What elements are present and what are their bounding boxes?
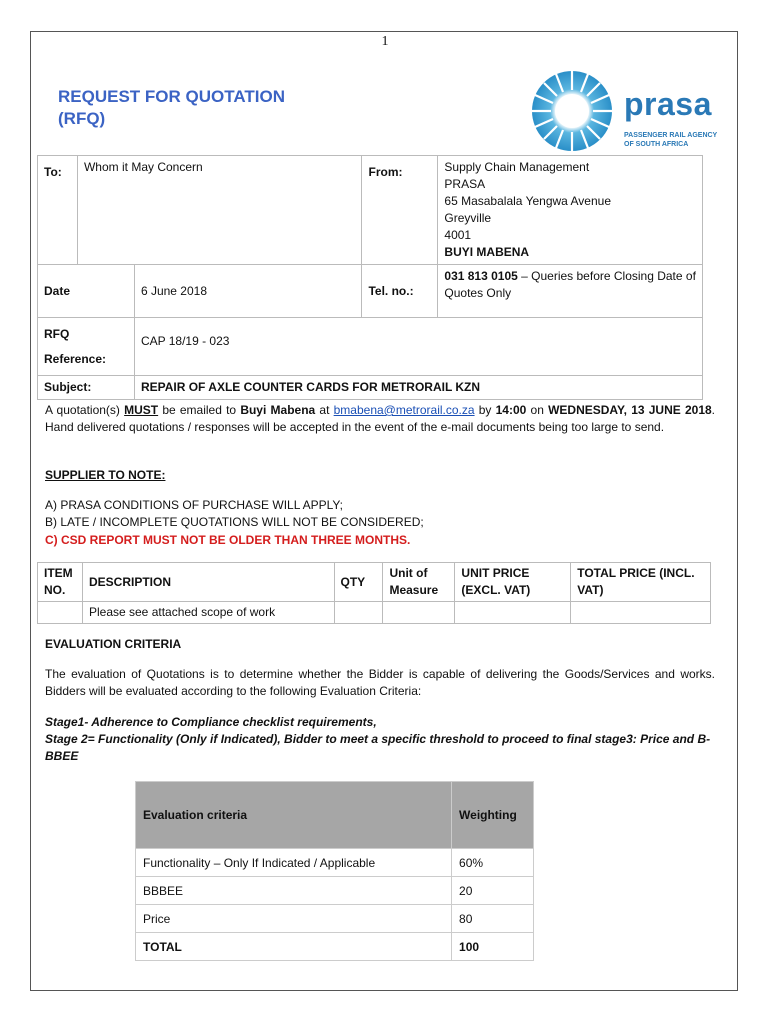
eval-row [136, 877, 534, 905]
date-tel-row [38, 265, 703, 318]
header-qty: QTY [334, 563, 383, 602]
email-link[interactable]: bmabena@metrorail.co.za [333, 403, 475, 417]
cell-unit-price [455, 602, 571, 624]
header-description: DESCRIPTION [82, 563, 334, 602]
instr-text: . Hand delivered quotations / responses will be accepted in the event of the e-mail documents being too large to send. [45, 403, 716, 434]
instr-text: be emailed to [158, 403, 241, 417]
tel-label: Tel. no.: [362, 265, 438, 318]
header-unit-measure: Unit of Measure [383, 563, 455, 602]
evaluation-paragraph: The evaluation of Quotations is to determine whether the Bidder is capable of delivering the Goods/Services and works. Bidders will be evaluated according to the following Evaluation Criteria: [45, 667, 715, 698]
from-label: From: [362, 156, 438, 265]
instr-text: by [474, 403, 496, 417]
eval-total-row [136, 933, 534, 961]
evaluation-heading: EVALUATION CRITERIA [45, 637, 182, 651]
eval-header-row [136, 782, 534, 849]
from-contact-name: BUYI MABENA [444, 245, 530, 259]
rfq-reference-row [38, 318, 703, 376]
page-number: 1 [381, 34, 389, 49]
cell-qty [334, 602, 383, 624]
title-line-2: (RFQ) [58, 109, 106, 128]
supplier-note-b: B) LATE / INCOMPLETE QUOTATIONS WILL NOT BE CONSIDERED; [45, 515, 424, 529]
from-address [438, 156, 703, 265]
from-line: Supply Chain Management [444, 160, 590, 174]
cell-total-price [571, 602, 711, 624]
supplier-note-c: C) CSD REPORT MUST NOT BE OLDER THAN THREE MONTHS. [45, 533, 411, 547]
from-line: 65 Masabalala Yengwa Avenue [444, 194, 611, 208]
instr-date: WEDNESDAY, 13 JUNE 2018 [548, 403, 712, 417]
stage-2-text: Stage 2= Functionality (Only if Indicated), Bidder to meet a specific threshold to proceed to final stage3: Price and B-BBEE [45, 732, 711, 763]
prasa-sunburst-icon [528, 68, 618, 154]
header-total-price: TOTAL PRICE (INCL. VAT) [571, 563, 711, 602]
eval-weighting: 60% [452, 849, 534, 877]
eval-header-weighting: Weighting [452, 782, 534, 849]
cell-unit [383, 602, 455, 624]
rfq-reference-label [38, 318, 135, 376]
from-line: Greyville [444, 211, 492, 225]
logo-subtitle [624, 131, 717, 149]
eval-total-value: 100 [452, 933, 534, 961]
eval-weighting: 20 [452, 877, 534, 905]
eval-weighting: 80 [452, 905, 534, 933]
cell-item-no [38, 602, 83, 624]
eval-total-label: TOTAL [136, 933, 452, 961]
supplier-note-a: A) PRASA CONDITIONS OF PURCHASE WILL APPLY; [45, 498, 343, 512]
from-line: 4001 [444, 228, 472, 242]
tel-number: 031 813 0105 [444, 269, 518, 283]
logo-subtitle-line-1: PASSENGER RAIL AGENCY [624, 132, 718, 139]
eval-criteria: BBBEE [136, 877, 452, 905]
items-row [38, 602, 711, 624]
rfq-reference-value: CAP 18/19 - 023 [134, 318, 702, 376]
rfq-label-line-2: Reference: [44, 352, 107, 366]
cell-description: Please see attached scope of work [82, 602, 334, 624]
to-value: Whom it May Concern [77, 156, 362, 265]
supplier-note-heading: SUPPLIER TO NOTE: [45, 468, 166, 482]
document-title [58, 86, 285, 130]
instr-text: A quotation(s) [45, 403, 125, 417]
header-unit-price: UNIT PRICE (EXCL. VAT) [455, 563, 571, 602]
rfq-info-table [37, 155, 703, 400]
rfq-label-line-1: RFQ [44, 327, 70, 341]
tel-value [438, 265, 703, 318]
subject-row [38, 376, 703, 400]
items-table [37, 562, 711, 624]
eval-row [136, 905, 534, 933]
instr-name: Buyi Mabena [240, 403, 316, 417]
evaluation-criteria-table [135, 781, 534, 961]
to-from-row [38, 156, 703, 265]
submission-instructions [45, 402, 715, 436]
items-header-row [38, 563, 711, 602]
prasa-logo [528, 68, 718, 154]
instr-must: MUST [124, 403, 159, 417]
from-line: PRASA [444, 177, 486, 191]
to-label: To: [38, 156, 78, 265]
title-line-1: REQUEST FOR QUOTATION [58, 87, 285, 106]
instr-time: 14:00 [495, 403, 527, 417]
tel-note: – Queries before Closing Date of Quotes Only [444, 269, 696, 300]
instr-text: on [526, 403, 549, 417]
instr-text: at [315, 403, 334, 417]
header-item-no: ITEM NO. [38, 563, 83, 602]
eval-row [136, 849, 534, 877]
date-value: 6 June 2018 [134, 265, 362, 318]
logo-subtitle-line-2: OF SOUTH AFRICA [624, 141, 689, 148]
eval-criteria: Functionality – Only If Indicated / Applicable [136, 849, 452, 877]
eval-criteria: Price [136, 905, 452, 933]
subject-label: Subject: [38, 376, 135, 400]
subject-value: REPAIR OF AXLE COUNTER CARDS FOR METRORAIL KZN [134, 376, 702, 400]
date-label: Date [38, 265, 135, 318]
logo-wordmark: prasa [624, 86, 712, 122]
eval-header-criteria: Evaluation criteria [136, 782, 452, 849]
stage-1-text: Stage1- Adherence to Compliance checklist requirements, [45, 715, 377, 729]
